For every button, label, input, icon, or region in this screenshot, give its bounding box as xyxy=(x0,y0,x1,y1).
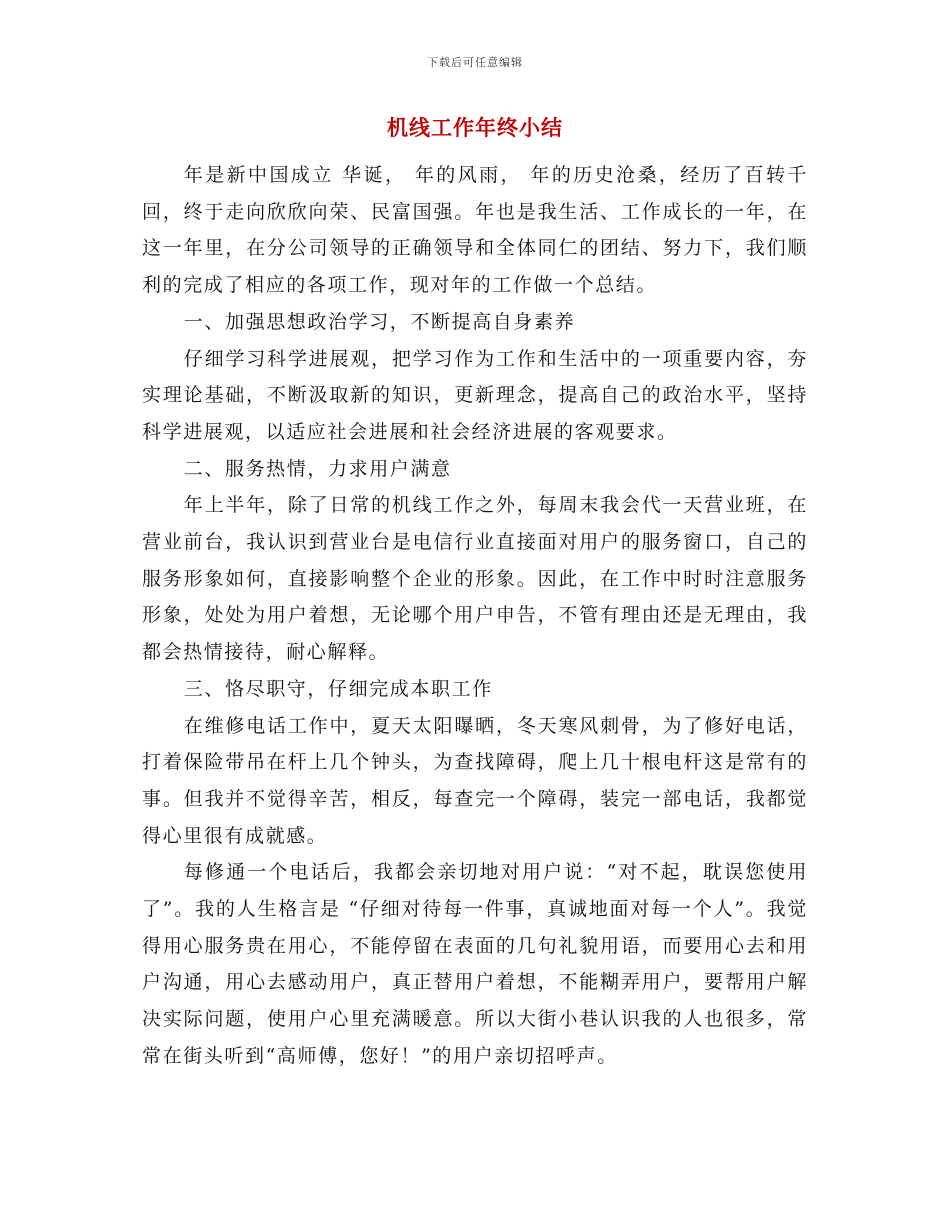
header-note: 下载后可任意编辑 xyxy=(427,56,523,69)
document-title: 机线工作年终小结 xyxy=(387,116,563,140)
paragraph-section-3: 在维修电话工作中，夏天太阳曝晒，冬天寒风刺骨，为了修好电话，打着保险带吊在杆上几个钟头，为查找障碍，爬上几十根电杆这是常有的事。但我并不觉得辛苦，相反，每查完一个障碍，装完一部电话，我都觉得心里很有成就感。 xyxy=(142,714,808,847)
section-heading-2: 二、服务热情，力求用户满意 xyxy=(183,457,452,480)
section-heading-3: 三、恪尽职守，仔细完成本职工作 xyxy=(183,677,493,700)
paragraph-section-2: 年上半年，除了日常的机线工作之外，每周末我会代一天营业班，在营业前台，我认识到营业台是电信行业直接面对用户的服务窗口，自己的服务形象如何，直接影响整个企业的形象。因此，在工作中时时注意服务形象，处处为用户着想，无论哪个用户申告，不管有理由还是无理由，我都会热情接待，耐心解释。 xyxy=(142,494,808,664)
document-body xyxy=(142,157,808,1075)
paragraph-section-1: 仔细学习科学进展观，把学习作为工作和生活中的一项重要内容，夯实理论基础，不断汲取新的知识，更新理念，提高自己的政治水平，坚持科学进展观，以适应社会进展和社会经济进展的客观要求。 xyxy=(142,347,808,443)
paragraph-intro: 年是新中国成立 华诞， 年的风雨， 年的历史沧桑，经历了百转千回，终于走向欣欣向荣、民富国强。年也是我生活、工作成长的一年，在这一年里，在分公司领导的正确领导和全体同仁的团结、努力下，我们顺利的完成了相应的各项工作，现对年的工作做一个总结。 xyxy=(142,164,808,297)
paragraph-section-3-continued: 每修通一个电话后，我都会亲切地对用户说：“对不起，耽误您使用了”。我的人生格言是 “仔细对待每一件事，真诚地面对每一个人”。我觉得用心服务贵在用心，不能停留在表面的几句礼貌用语，而要用心去和用户沟通，用心去感动用户，真正替用户着想，不能糊弄用户，要帮用户解决实际问题，使用户心里充满暖意。所以大街小巷认识我的人也很多，常常在街头听到“高师傅，您好！”的用户亲切招呼声。 xyxy=(142,861,808,1067)
section-heading-1: 一、加强思想政治学习，不断提高自身素养 xyxy=(183,310,576,333)
